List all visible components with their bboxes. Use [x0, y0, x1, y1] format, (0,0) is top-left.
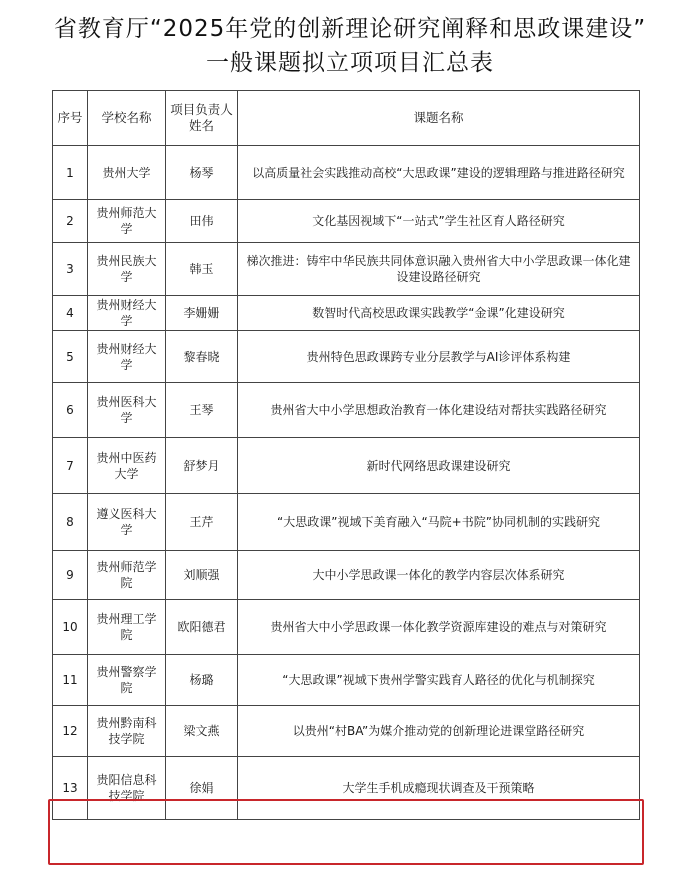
table-row [53, 551, 640, 600]
row-topic: 大学生手机成瘾现状调查及干预策略 [238, 757, 640, 820]
row-leader: 田伟 [166, 200, 238, 243]
row-school: 贵州中医药大学 [88, 438, 166, 494]
row-school: 贵州财经大学 [88, 296, 166, 331]
row-leader: 刘顺强 [166, 551, 238, 600]
row-topic: 新时代网络思政课建设研究 [238, 438, 640, 494]
row-no: 6 [53, 383, 88, 438]
row-no: 9 [53, 551, 88, 600]
row-school: 贵州理工学院 [88, 600, 166, 655]
title-line-2: 一般课题拟立项项目汇总表 [206, 50, 494, 76]
row-no: 4 [53, 296, 88, 331]
row-topic: 文化基因视域下“一站式”学生社区育人路径研究 [238, 200, 640, 243]
row-topic: “大思政课”视域下贵州学警实践育人路径的优化与机制探究 [238, 655, 640, 706]
row-no: 5 [53, 331, 88, 383]
table-row-highlighted [53, 757, 640, 820]
table-row [53, 296, 640, 331]
row-topic: 梯次推进：铸牢中华民族共同体意识融入贵州省大中小学思政课一体化建设建设路径研究 [238, 243, 640, 296]
row-topic: “大思政课”视域下美育融入“马院+书院”协同机制的实践研究 [238, 494, 640, 551]
table-row [53, 494, 640, 551]
row-leader: 李姗姗 [166, 296, 238, 331]
table-row [53, 243, 640, 296]
row-school: 贵州财经大学 [88, 331, 166, 383]
row-no: 10 [53, 600, 88, 655]
row-leader: 梁文燕 [166, 706, 238, 757]
title-line-1: 省教育厅“2025年党的创新理论研究阐释和思政课建设” [53, 16, 647, 42]
page-title [0, 12, 700, 80]
row-no: 12 [53, 706, 88, 757]
row-leader: 杨璐 [166, 655, 238, 706]
row-topic: 贵州省大中小学思政课一体化教学资源库建设的难点与对策研究 [238, 600, 640, 655]
row-school: 贵州师范大学 [88, 200, 166, 243]
table-row [53, 146, 640, 200]
row-leader: 舒梦月 [166, 438, 238, 494]
row-no: 13 [53, 757, 88, 820]
header-topic: 课题名称 [238, 91, 640, 146]
table-row [53, 600, 640, 655]
project-summary-table [52, 90, 640, 820]
row-school: 贵阳信息科技学院 [88, 757, 166, 820]
header-no: 序号 [53, 91, 88, 146]
row-school: 贵州师范学院 [88, 551, 166, 600]
row-leader: 杨琴 [166, 146, 238, 200]
row-no: 11 [53, 655, 88, 706]
row-leader: 韩玉 [166, 243, 238, 296]
row-no: 1 [53, 146, 88, 200]
table-row [53, 200, 640, 243]
row-school: 贵州黔南科技学院 [88, 706, 166, 757]
row-no: 2 [53, 200, 88, 243]
row-topic: 以高质量社会实践推动高校“大思政课”建设的逻辑理路与推进路径研究 [238, 146, 640, 200]
table-row [53, 331, 640, 383]
table-row [53, 438, 640, 494]
row-leader: 欧阳德君 [166, 600, 238, 655]
row-leader: 王芹 [166, 494, 238, 551]
row-no: 3 [53, 243, 88, 296]
row-topic: 贵州省大中小学思想政治教育一体化建设结对帮扶实践路径研究 [238, 383, 640, 438]
row-leader: 王琴 [166, 383, 238, 438]
table-header-row [53, 91, 640, 146]
table-row [53, 383, 640, 438]
table-row [53, 655, 640, 706]
row-school: 贵州警察学院 [88, 655, 166, 706]
table-row [53, 706, 640, 757]
header-leader: 项目负责人姓名 [166, 91, 238, 146]
row-leader: 徐娟 [166, 757, 238, 820]
row-school: 贵州大学 [88, 146, 166, 200]
header-school: 学校名称 [88, 91, 166, 146]
row-school: 遵义医科大学 [88, 494, 166, 551]
row-topic: 大中小学思政课一体化的教学内容层次体系研究 [238, 551, 640, 600]
row-school: 贵州民族大学 [88, 243, 166, 296]
row-topic: 数智时代高校思政课实践教学“金课”化建设研究 [238, 296, 640, 331]
row-topic: 以贵州“村BA”为媒介推动党的创新理论进课堂路径研究 [238, 706, 640, 757]
row-no: 7 [53, 438, 88, 494]
row-topic: 贵州特色思政课跨专业分层教学与AI诊评体系构建 [238, 331, 640, 383]
row-leader: 黎春晓 [166, 331, 238, 383]
row-no: 8 [53, 494, 88, 551]
row-school: 贵州医科大学 [88, 383, 166, 438]
